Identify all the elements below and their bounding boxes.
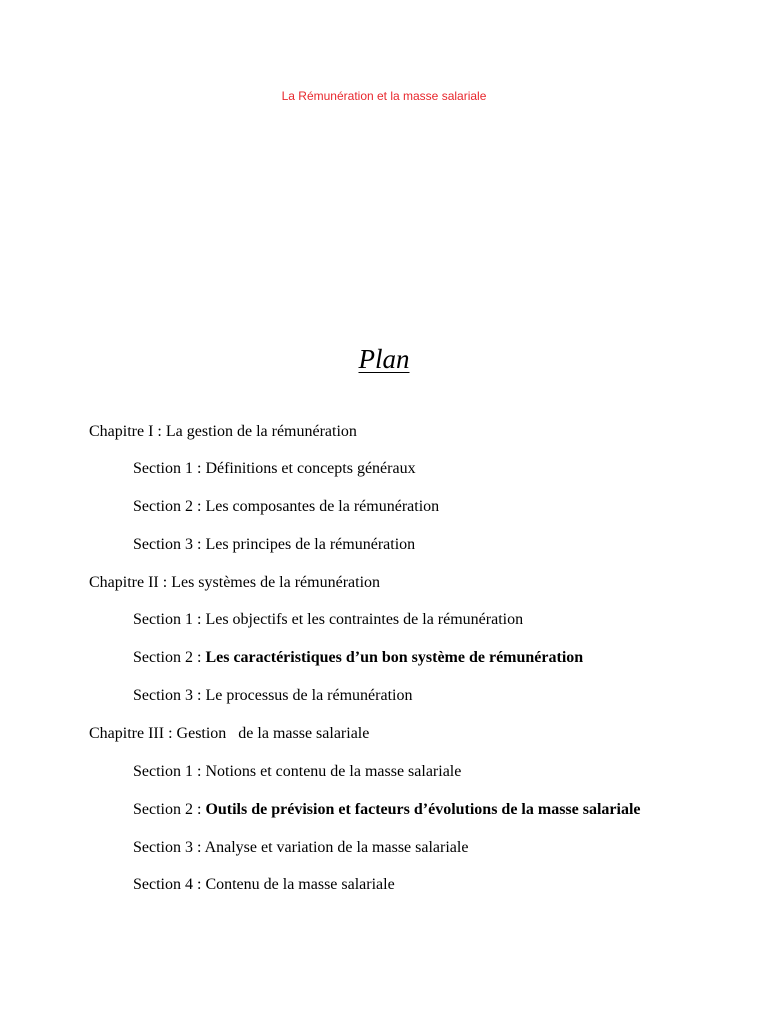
- chapter-2-section-2: [133, 648, 583, 668]
- chapter-3-prefix: Chapitre III :: [89, 725, 177, 742]
- chapter-1-text: La gestion de la rémunération: [165, 423, 357, 440]
- chapter-3-section-4: [133, 875, 395, 895]
- chapter-3-section-3: [133, 838, 468, 858]
- chapter-3-section-2: [133, 800, 641, 820]
- chapter-2: [89, 573, 380, 593]
- plan-title: Plan: [358, 344, 410, 374]
- section-prefix: Section 2 :: [133, 801, 206, 818]
- chapter-2-section-3: [133, 686, 412, 706]
- section-text: Outils de prévision et facteurs d’évolutions de la masse salariale: [205, 801, 641, 818]
- section-prefix: Section 4 :: [133, 876, 206, 893]
- section-text: Les caractéristiques d’un bon système de rémunération: [205, 649, 584, 666]
- chapter-3-section-1: [133, 762, 461, 782]
- section-prefix: Section 1 :: [133, 611, 206, 628]
- section-prefix: Section 2 :: [133, 649, 206, 666]
- chapter-3-text: Gestion de la masse salariale: [176, 725, 370, 742]
- section-text: Définitions et concepts généraux: [205, 460, 416, 477]
- section-text: Notions et contenu de la masse salariale: [205, 763, 462, 780]
- section-text: Analyse et variation de la masse salariale: [204, 839, 469, 856]
- section-text: Les objectifs et les contraintes de la rémunération: [205, 611, 524, 628]
- chapter-1-section-3: [133, 535, 415, 555]
- section-prefix: Section 1 :: [133, 460, 206, 477]
- chapter-3: [89, 724, 369, 744]
- chapter-1-prefix: Chapitre I :: [89, 423, 166, 440]
- document-header-title: La Rémunération et la masse salariale: [281, 89, 487, 103]
- chapter-1-section-2: [133, 497, 439, 517]
- chapter-2-text: Les systèmes de la rémunération: [171, 574, 381, 591]
- section-prefix: Section 3 :: [133, 536, 206, 553]
- section-text: Les composantes de la rémunération: [205, 498, 440, 515]
- section-prefix: Section 3 :: [133, 687, 206, 704]
- section-prefix: Section 2 :: [133, 498, 206, 515]
- chapter-1-section-1: [133, 459, 416, 479]
- section-prefix: Section 1 :: [133, 763, 206, 780]
- chapter-2-prefix: Chapitre II :: [89, 574, 172, 591]
- section-prefix: Section 3 :: [133, 839, 205, 856]
- section-text: Contenu de la masse salariale: [205, 876, 395, 893]
- section-text: Les principes de la rémunération: [205, 536, 416, 553]
- chapter-2-section-1: [133, 610, 523, 630]
- section-text: Le processus de la rémunération: [205, 687, 413, 704]
- chapter-1: [89, 422, 357, 442]
